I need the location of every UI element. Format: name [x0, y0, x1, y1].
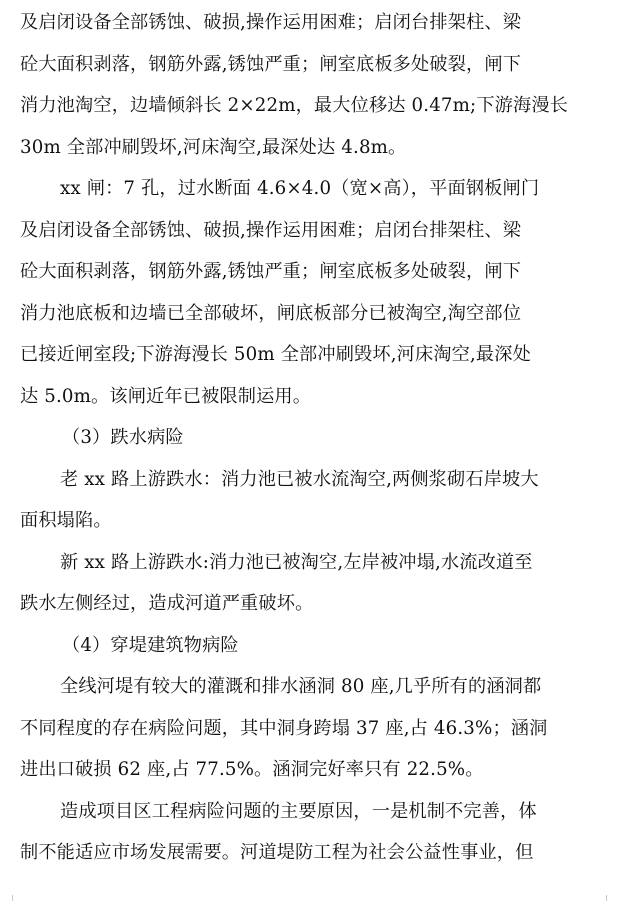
text-line-9: 已接近闸室段;下游海漫长 50m 全部冲刷毁坏,河床淘空,最深处	[20, 344, 531, 365]
text-line-21: 制不能适应市场发展需要。河道堤防工程为社会公益性事业，但	[20, 842, 534, 863]
paragraph-xx-gate-start: xx 闸：7 孔，过水断面 4.6×4.0（宽×高），平面钢板闸门	[60, 178, 540, 199]
text-line-4: 30m 全部冲刷毁坏,河床淘空,最深处达 4.8m。	[20, 136, 407, 158]
page-corner-mark-right	[606, 895, 615, 901]
text-line-6: 及启闭设备全部锈蚀、破损,操作运用困难；启闭台排架柱、梁	[20, 219, 522, 241]
section-heading-drop-structure: （3）跌水病险	[62, 427, 184, 448]
text-line-1: 及启闭设备全部锈蚀、破损,操作运用困难；启闭台排架柱、梁	[20, 12, 522, 33]
text-line-13: 面积塌陷。	[20, 510, 112, 531]
text-line-3: 消力池淘空，边墙倾斜长 2×22m，最大位移达 0.47m;下游海漫长	[20, 95, 569, 116]
paragraph-new-road-drop-start: 新 xx 路上游跌水:消力池已被淘空,左岸被冲塌,水流改道至	[60, 551, 533, 573]
text-line-10: 达 5.0m。该闸近年已被限制运用。	[20, 385, 312, 407]
text-line-18: 不同程度的存在病险问题，其中洞身跨塌 37 座,占 46.3%；涵洞	[20, 717, 548, 739]
text-line-7: 砼大面积剥落，钢筋外露,锈蚀严重；闸室底板多处破裂，闸下	[20, 261, 522, 282]
section-heading-culverts: （4）穿堤建筑物病险	[62, 634, 239, 656]
text-line-19: 进出口破损 62 座,占 77.5%。涵洞完好率只有 22.5%。	[20, 759, 484, 780]
document-body	[20, 2, 598, 874]
text-line-8: 消力池底板和边墙已全部破坏，闸底板部分已被淘空,淘空部位	[20, 302, 522, 324]
text-line-2: 砼大面积剥落，钢筋外露,锈蚀严重；闸室底板多处破裂，闸下	[20, 53, 522, 75]
paragraph-old-road-drop-start: 老 xx 路上游跌水：消力池已被水流淘空,两侧浆砌石岸坡大	[60, 468, 539, 490]
paragraph-culverts-start: 全线河堤有较大的灌溉和排水涵洞 80 座,几乎所有的涵洞都	[60, 676, 542, 697]
text-line-15: 跌水左侧经过，造成河道严重破坏。	[20, 593, 314, 614]
paragraph-causes-start: 造成项目区工程病险问题的主要原因，一是机制不完善，体	[60, 800, 537, 822]
page-corner-mark-left	[4, 895, 13, 901]
